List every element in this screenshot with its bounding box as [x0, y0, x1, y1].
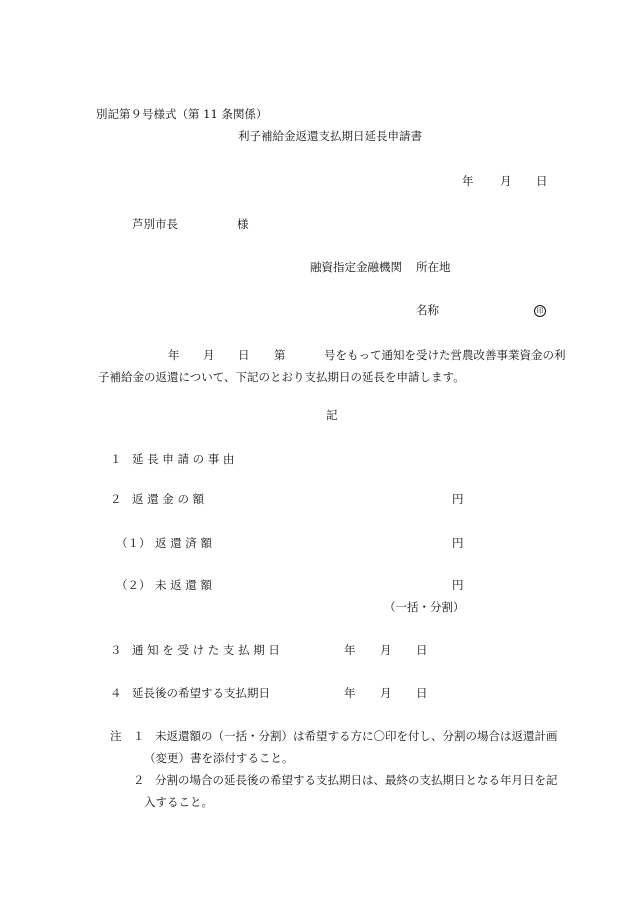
item4-day-label: 日: [416, 686, 428, 700]
item2-number: ２: [110, 492, 122, 506]
body-month-label: 月: [203, 348, 215, 362]
item3-day-label: 日: [416, 643, 428, 657]
sub1-number: （１）: [116, 536, 151, 550]
addressee-honorific: 様: [237, 217, 249, 231]
sub2-payment-note: （一括・分割）: [384, 600, 465, 614]
name-label: 名称: [416, 303, 439, 317]
item1-label: 延 長 申 請 の 事 由: [132, 452, 235, 466]
item3-number: ３: [110, 643, 122, 657]
document-title: 利子補給金返還支払期日延長申請書: [238, 129, 422, 143]
address-label: 所在地: [416, 260, 451, 274]
seal-icon: 印: [534, 305, 546, 317]
body-day-label: 日: [238, 348, 250, 362]
sub1-label: 返 還 済 額: [155, 536, 212, 550]
addressee-name: 芦別市長: [132, 217, 178, 231]
sub2-label: 未 返 還 額: [155, 578, 212, 592]
date-year-label: 年: [462, 174, 474, 188]
note2-line1: 分割の場合の延長後の希望する支払期日は、最終の支払期日となる年月日を記: [155, 773, 558, 787]
date-day-label: 日: [536, 174, 548, 188]
body-line1-text: 号をもって通知を受けた営農改善事業資金の利: [324, 348, 566, 362]
note2-number: ２: [133, 773, 145, 787]
item3-year-label: 年: [344, 643, 356, 657]
note1-line1: 未返還額の（一括・分割）は希望する方に〇印を付し、分割の場合は返還計画: [155, 729, 558, 743]
note2-line2: 入すること。: [144, 795, 213, 809]
ki-heading: 記: [326, 408, 338, 422]
date-month-label: 月: [500, 174, 512, 188]
institution-label: 融資指定金融機関: [310, 260, 402, 274]
notes-prefix: 注: [110, 729, 122, 743]
note1-line2: （変更）書を添付すること。: [144, 751, 294, 765]
body-line2-text: 子補給金の返還について、下記のとおり支払期日の延長を申請します。: [98, 370, 465, 384]
item2-unit: 円: [452, 492, 464, 506]
item4-year-label: 年: [344, 686, 356, 700]
item3-label: 通 知 を 受 け た 支 払 期 日: [132, 643, 280, 657]
item4-number: ４: [110, 686, 122, 700]
seal-mark: [534, 304, 546, 317]
item2-label: 返 還 金 の 額: [132, 492, 205, 506]
item4-month-label: 月: [380, 686, 392, 700]
sub2-unit: 円: [452, 578, 464, 592]
form-label: 別記第９号様式（第 11 条関係）: [96, 107, 268, 121]
body-dai-label: 第: [274, 348, 286, 362]
item4-label: 延長後の希望する支払期日: [132, 686, 270, 700]
sub2-number: （２）: [116, 578, 151, 592]
note1-number: １: [133, 729, 145, 743]
item1-number: １: [110, 452, 122, 466]
sub1-unit: 円: [452, 536, 464, 550]
item3-month-label: 月: [380, 643, 392, 657]
body-year-label: 年: [168, 348, 180, 362]
